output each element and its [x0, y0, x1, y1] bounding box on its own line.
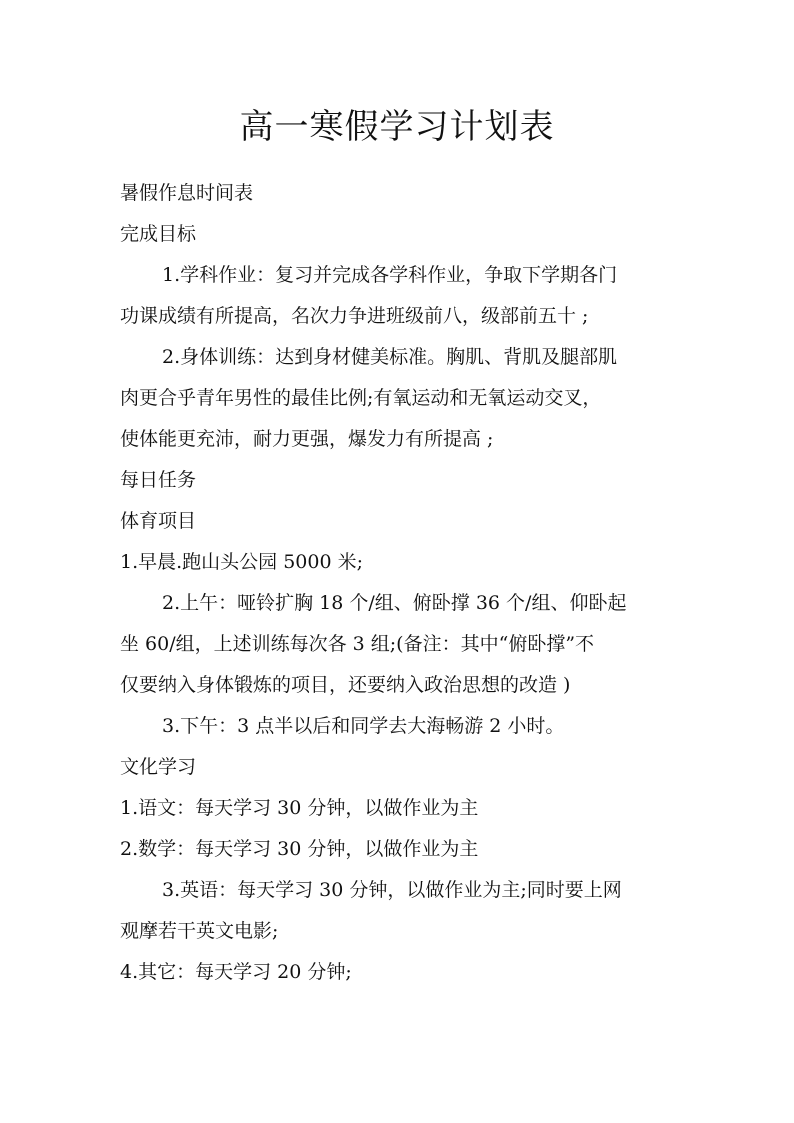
study-item-2: 2.数学：每天学习 30 分钟，以做作业为主: [120, 838, 479, 860]
sports-item-1: 1.早晨.跑山头公园 5000 米;: [120, 551, 364, 573]
sports-item-3: 3.下午：3 点半以后和同学去大海畅游 2 小时。: [162, 715, 565, 737]
goals-heading: 完成目标: [120, 223, 197, 245]
study-heading: 文化学习: [120, 756, 197, 778]
schedule-heading: 暑假作息时间表: [120, 182, 254, 204]
goal-item-2-line-2: 肉更合乎青年男性的最佳比例;有氧运动和无氧运动交叉，: [120, 387, 602, 409]
goal-item-1-line-1: 1.学科作业：复习并完成各学科作业，争取下学期各门: [162, 264, 618, 286]
sports-item-2-line-1: 2.上午：哑铃扩胸 18 个/组、俯卧撑 36 个/组、仰卧起: [162, 592, 627, 614]
goal-item-1-line-2: 功课成绩有所提高，名次力争进班级前八，级部前五十 ;: [120, 305, 589, 327]
study-item-4: 4.其它：每天学习 20 分钟;: [120, 961, 352, 983]
sports-item-2-line-3: 仅要纳入身体锻炼的项目，还要纳入政治思想的改造 ): [120, 674, 571, 696]
study-item-3-line-2: 观摩若干英文电影;: [120, 920, 279, 942]
document-title: 高一寒假学习计划表: [239, 107, 555, 147]
study-item-1: 1.语文：每天学习 30 分钟，以做作业为主: [120, 797, 479, 819]
goal-item-2-line-1: 2.身体训练：达到身材健美标准。胸肌、背肌及腿部肌: [162, 346, 618, 368]
goal-item-2-line-3: 使体能更充沛，耐力更强，爆发力有所提高 ;: [120, 428, 494, 450]
sports-heading: 体育项目: [120, 510, 197, 532]
study-item-3-line-1: 3.英语：每天学习 30 分钟，以做作业为主;同时要上网: [162, 879, 622, 901]
daily-tasks-heading: 每日任务: [120, 469, 197, 491]
sports-item-2-line-2: 坐 60/组，上述训练每次各 3 组;(备注：其中“俯卧撑”不: [120, 633, 595, 655]
document-body: [120, 173, 675, 993]
